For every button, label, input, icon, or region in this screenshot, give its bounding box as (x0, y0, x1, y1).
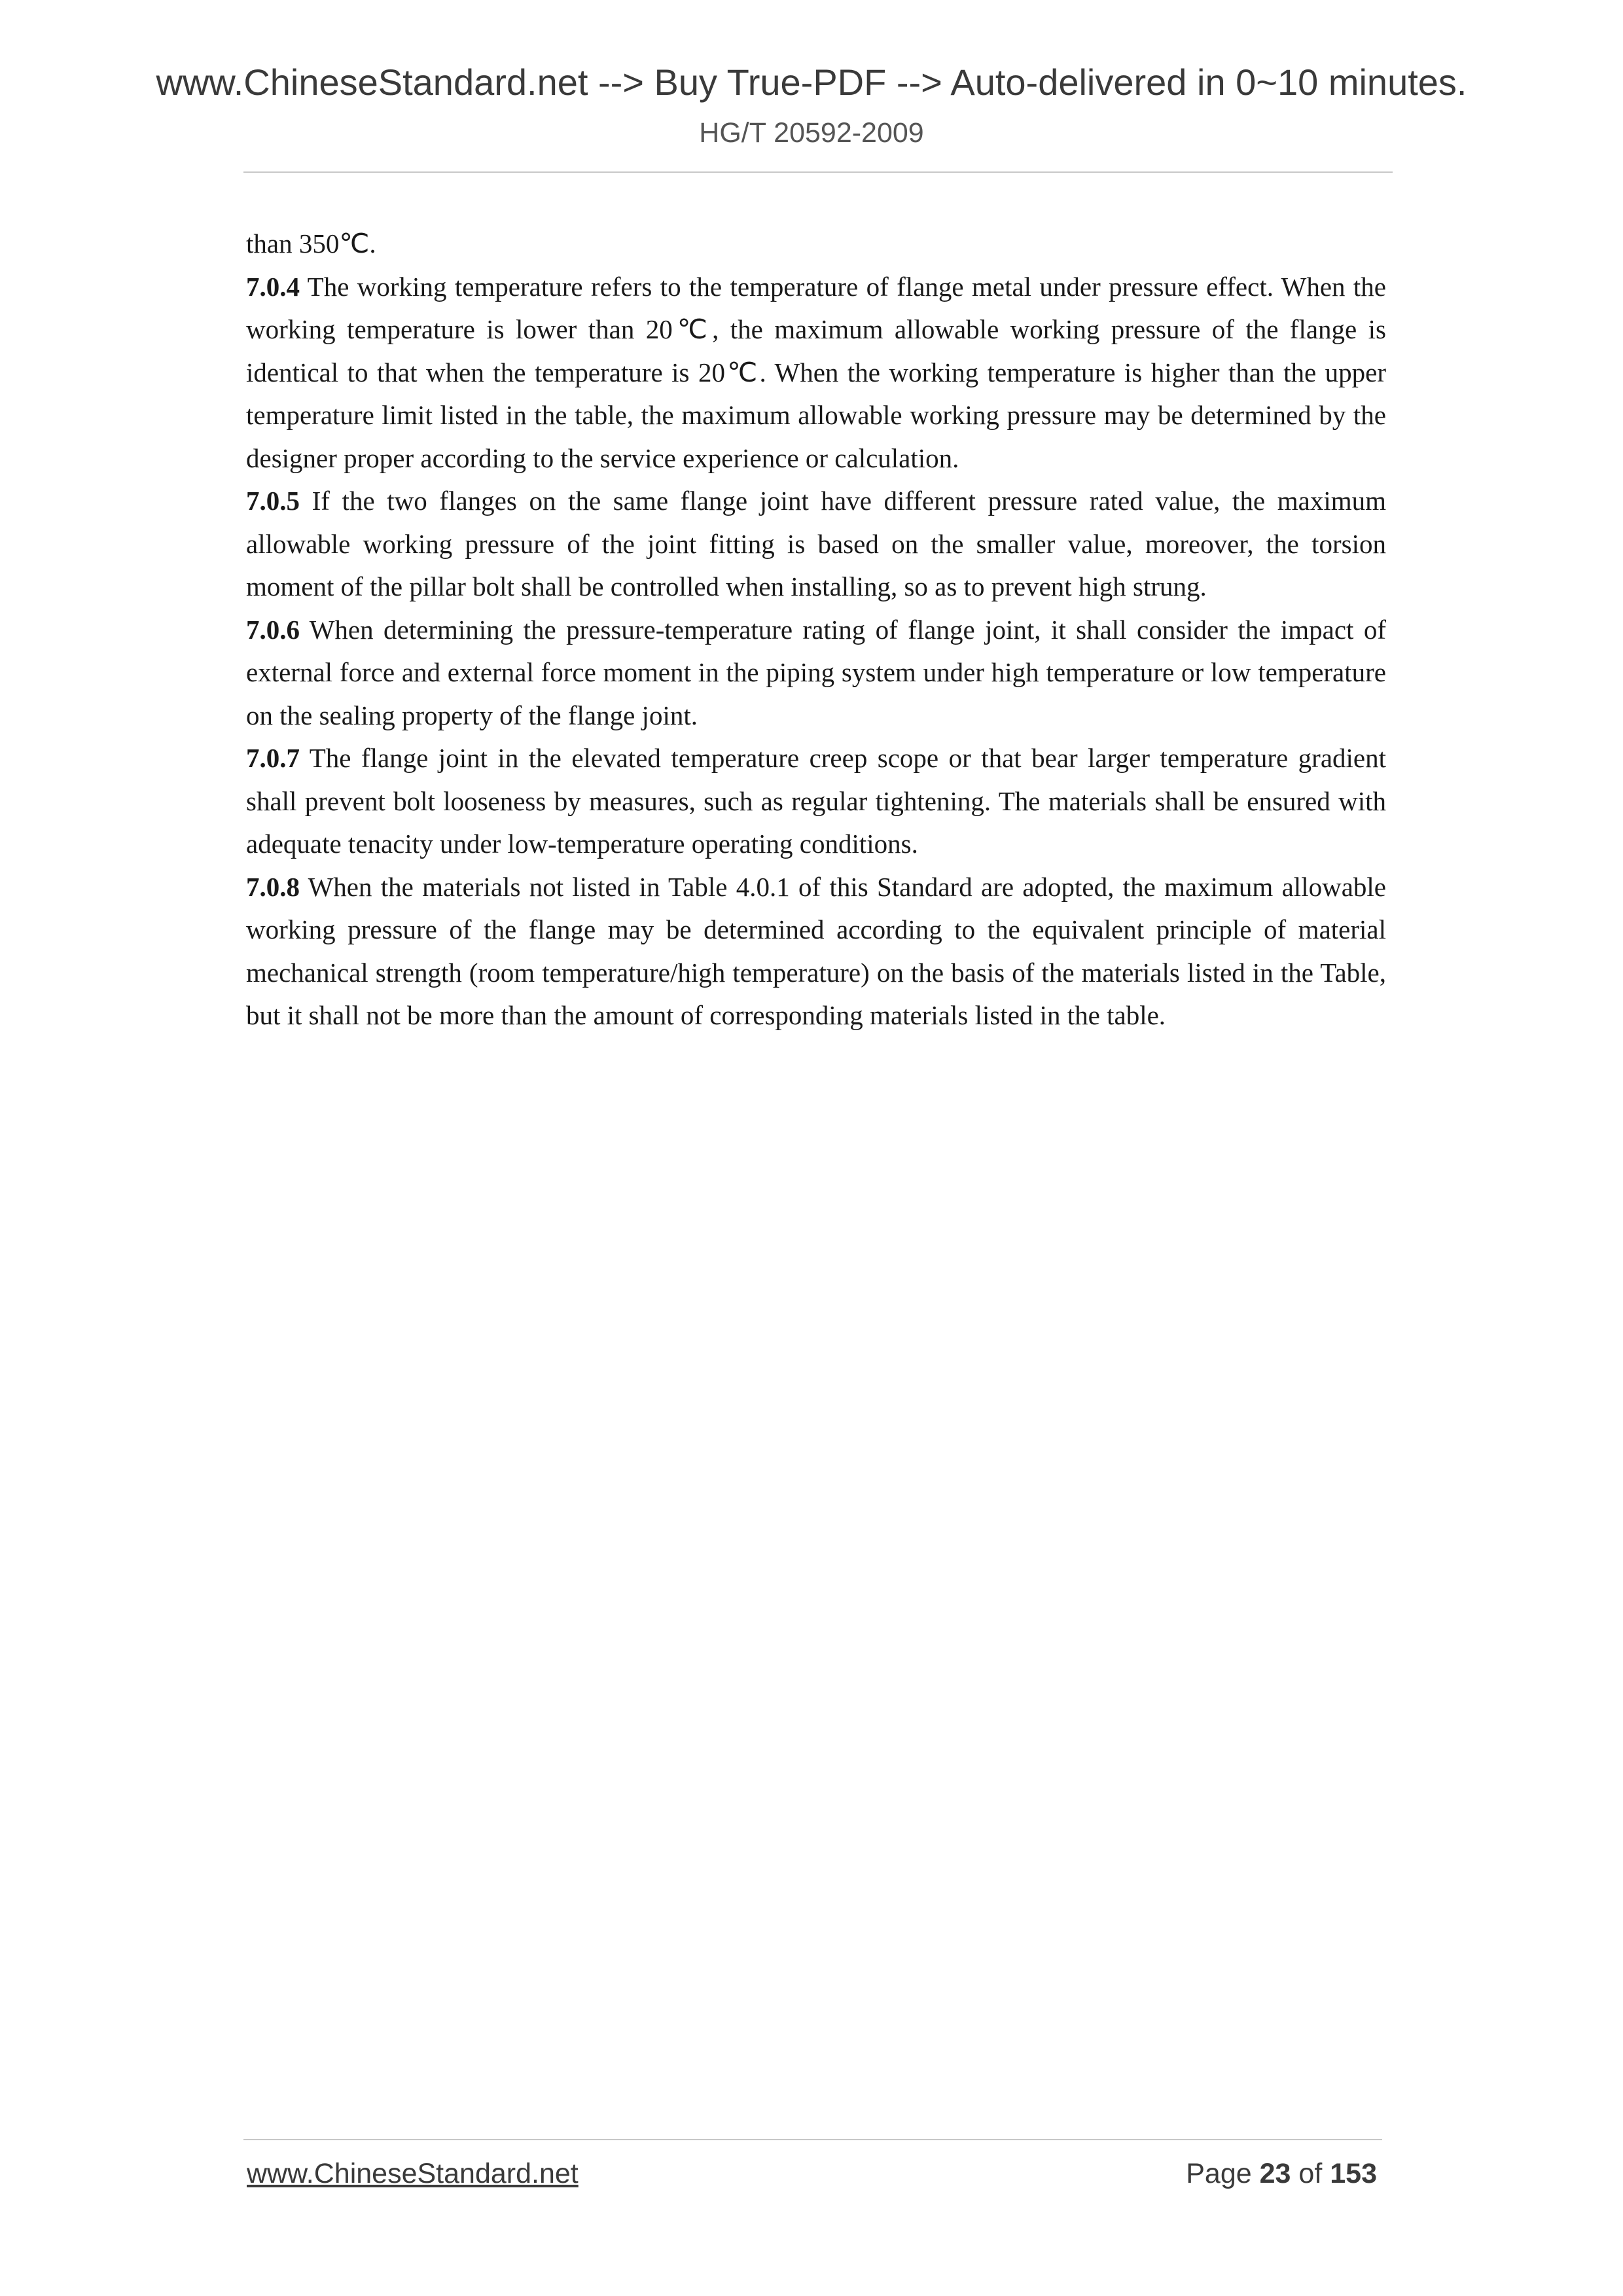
clause-number: 7.0.5 (246, 486, 300, 516)
current-page-number: 23 (1259, 2158, 1291, 2189)
clause-7-0-5 (246, 480, 1386, 609)
clause-text: The flange joint in the elevated temperature creep scope or that bear larger temperature gradient shall prevent bolt looseness by measures, such as regular tightening. The materials shall be ensured with adequate tenacity under low-temperature operating conditions. (246, 743, 1386, 859)
total-page-count: 153 (1330, 2158, 1377, 2189)
clause-7-0-8 (246, 866, 1386, 1037)
clause-7-0-4 (246, 266, 1386, 480)
site-banner[interactable]: www.ChineseStandard.net --> Buy True-PDF --> Auto-delivered in 0~10 minutes. (156, 62, 1467, 103)
page-prefix: Page (1186, 2158, 1252, 2189)
continuation-text: than 350℃. (246, 228, 376, 259)
document-body (246, 223, 1386, 1037)
clause-7-0-6 (246, 609, 1386, 738)
clause-7-0-7 (246, 737, 1386, 866)
clause-text: When determining the pressure-temperature rating of flange joint, it shall consider the impact of external force and external force moment in the piping system under high temperature or low temperature on the sealing property of the flange joint. (246, 614, 1386, 730)
document-code: HG/T 20592-2009 (699, 117, 924, 149)
clause-number: 7.0.7 (246, 743, 300, 773)
clause-number: 7.0.6 (246, 614, 300, 645)
footer-site-link[interactable]: www.ChineseStandard.net (247, 2158, 579, 2189)
clause-number: 7.0.4 (246, 271, 300, 302)
clause-text: The working temperature refers to the temperature of flange metal under pressure effect. When the working temperature is lower than 20℃, the maximum allowable working pressure of the flange is identical to that when the temperature is 20℃. When the working temperature is higher than the upper temperature limit listed in the table, the maximum allowable working pressure may be determined by the designer proper according to the service experience or calculation. (246, 271, 1386, 473)
header-divider (243, 171, 1393, 173)
clause-text: When the materials not listed in Table 4.0.1 of this Standard are adopted, the maximum allowable working pressure of the flange may be determined according to the equivalent principle of material mechanical strength (room temperature/high temperature) on the basis of the materials listed in the Table, but it shall not be more than the amount of corresponding materials listed in the table. (246, 871, 1386, 1030)
clause-text: If the two flanges on the same flange joint have different pressure rated value, the maximum allowable working pressure of the joint fitting is based on the smaller value, moreover, the torsion moment of the pillar bolt shall be controlled when installing, so as to prevent high strung. (246, 486, 1387, 601)
page-of: of (1298, 2158, 1323, 2189)
clause-number: 7.0.8 (246, 871, 300, 902)
footer-divider (243, 2139, 1382, 2140)
page-indicator (1186, 2160, 1377, 2188)
